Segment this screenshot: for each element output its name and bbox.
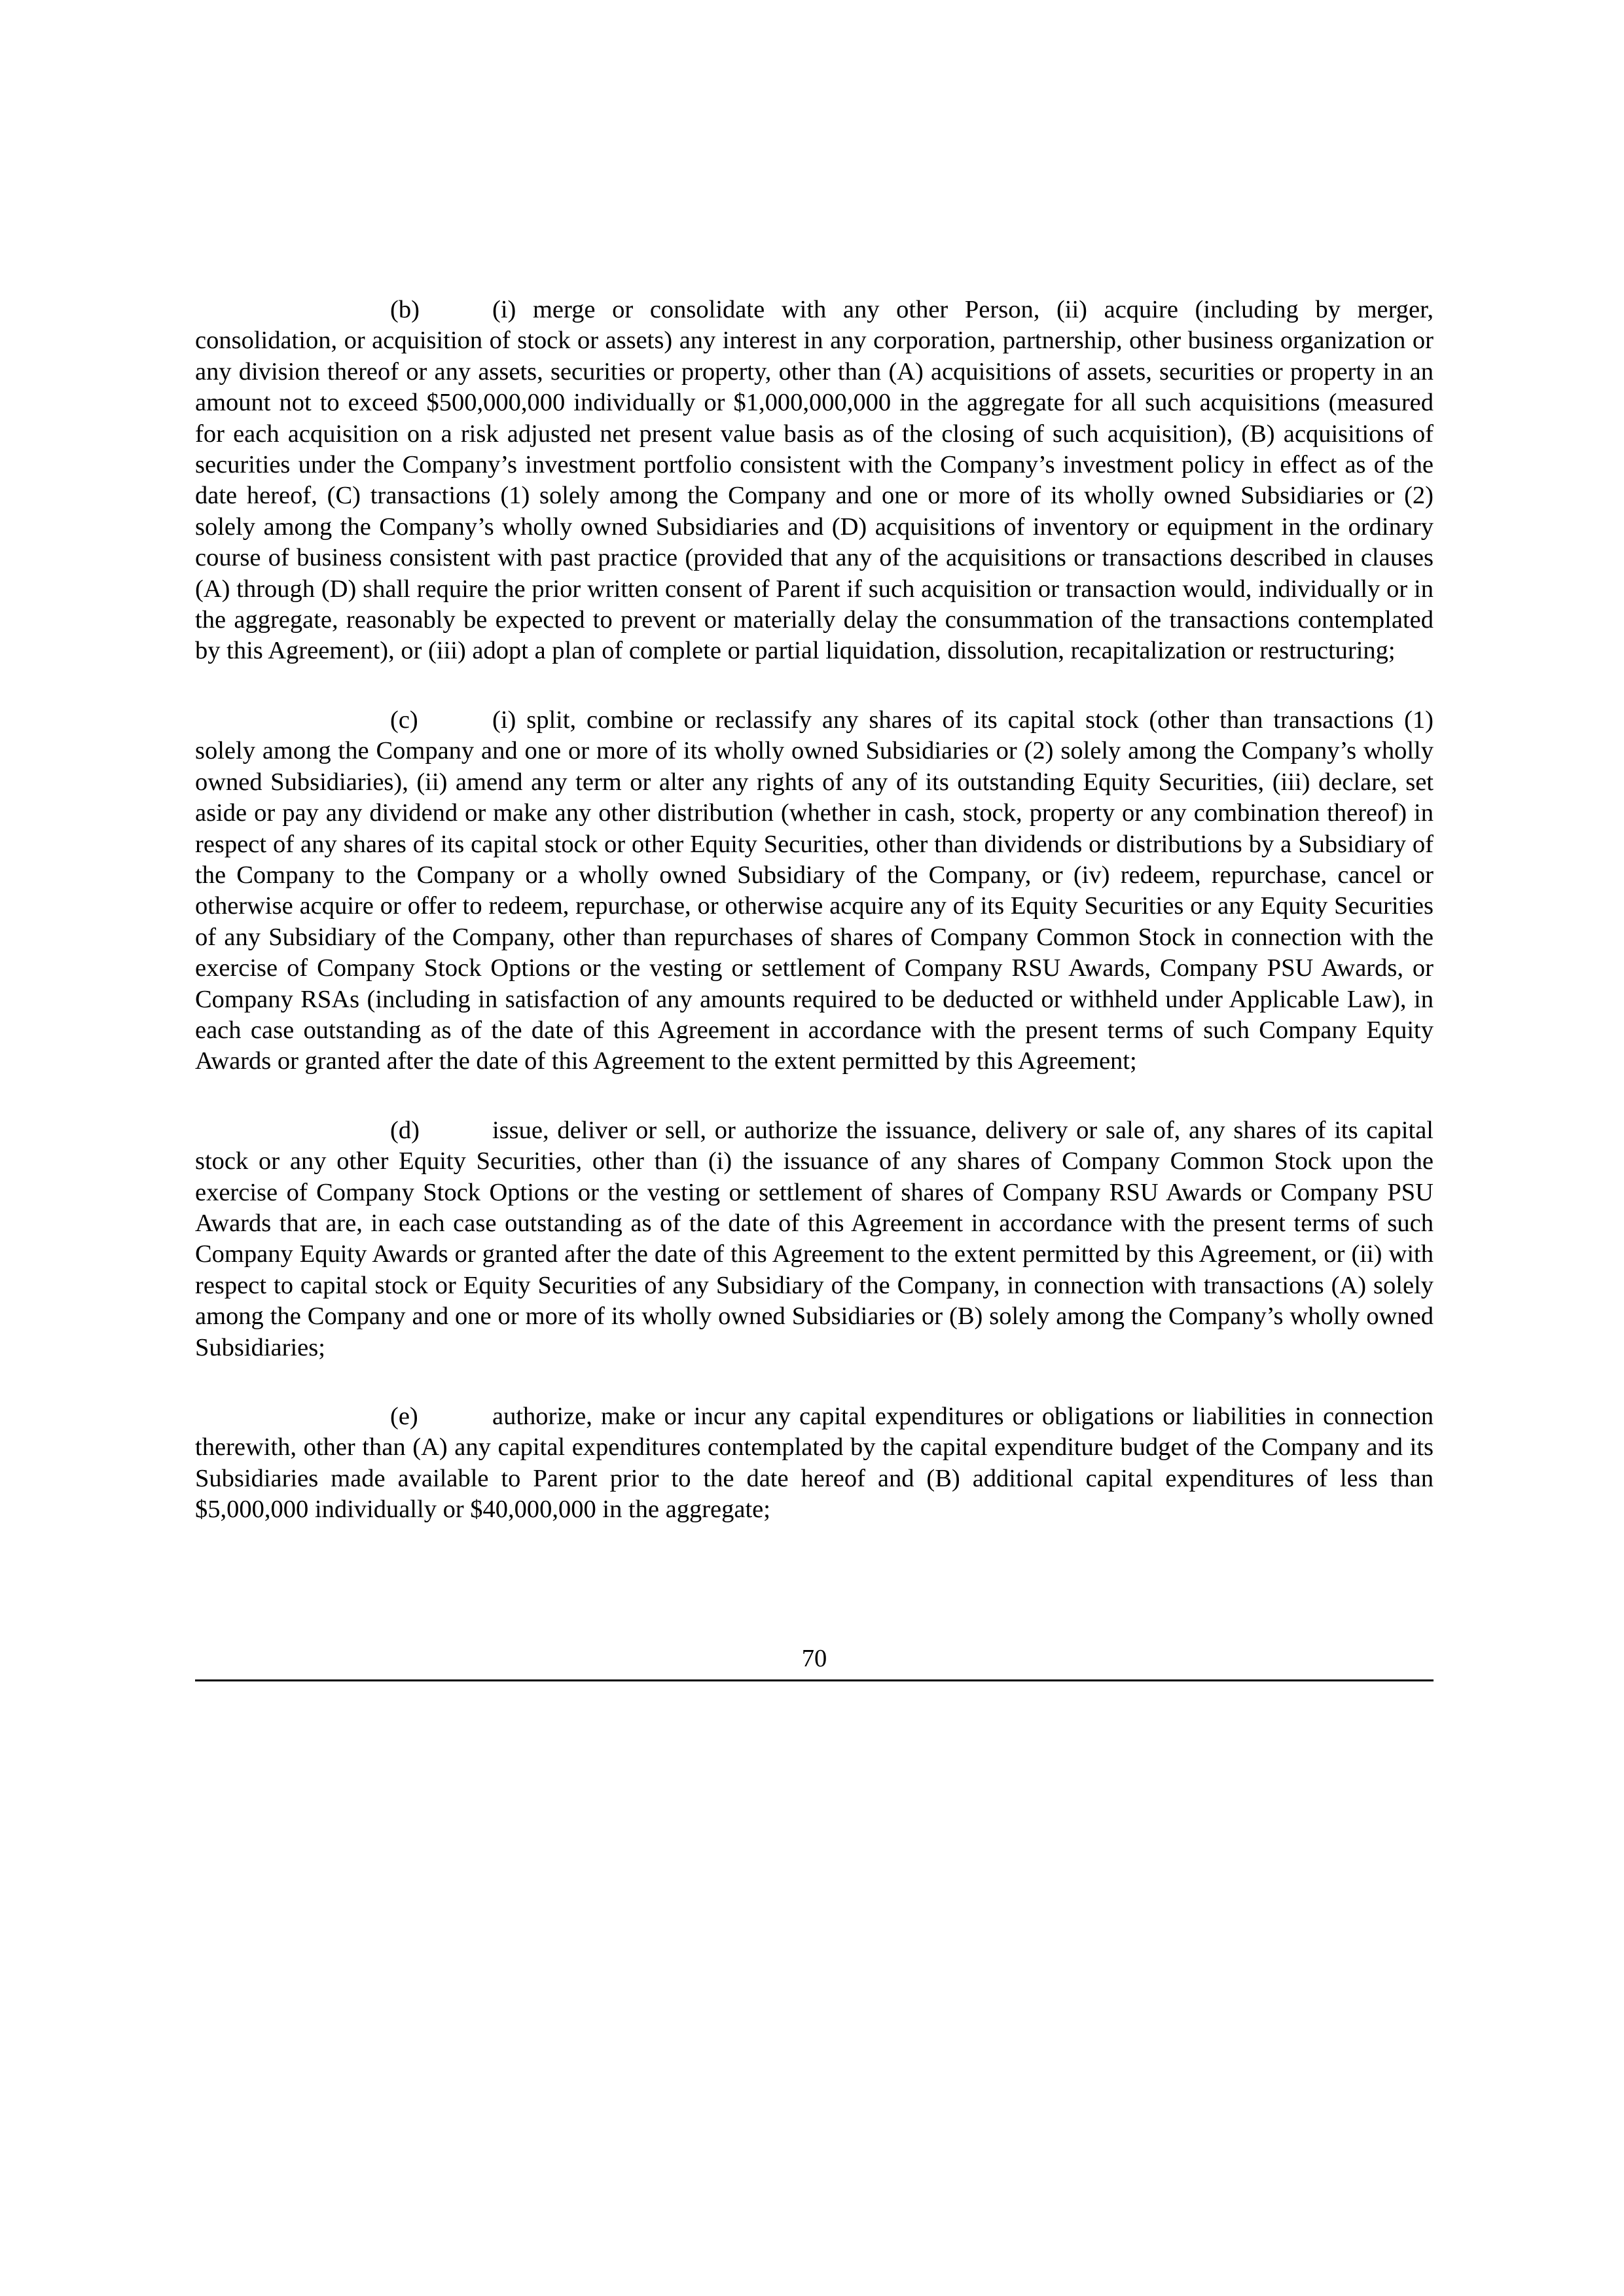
clause-label: (c) xyxy=(390,706,418,734)
clause-label: (d) xyxy=(390,1116,420,1144)
clause-d xyxy=(195,1115,1434,1363)
clause-text: issue, deliver or sell, or authorize the issuance, delivery or sale of, any shares of its capital stock or any other Equity Securities, other than (i) the issuance of any shares of Company Common Stock upon the exercise of Company Stock Options or the vesting or settlement of shares of Company RSU Awards or Company PSU Awards that are, in each case outstanding as of the date of this Agreement in accordance with the present terms of such Company Equity Awards or granted after the date of this Agreement to the extent permitted by this Agreement, or (ii) with respect to capital stock or Equity Securities of any Subsidiary of the Company, in connection with transactions (A) solely among the Company and one or more of its wholly owned Subsidiaries or (B) solely among the Company’s wholly owned Subsidiaries; xyxy=(195,1116,1434,1361)
clause-text: (i) merge or consolidate with any other Person, (ii) acquire (including by merger, consolidation, or acquisition of stock or assets) any interest in any corporation, partnership, other business organization or any division thereof or any assets, securities or property, other than (A) acquisitions of assets, securities or property in an amount not to exceed $500,000,000 individually or $1,000,000,000 in the aggregate for all such acquisitions (measured for each acquisition on a risk adjusted net present value basis as of the closing of such acquisition), (B) acquisitions of securities under the Company’s investment portfolio consistent with the Company’s investment policy in effect as of the date hereof, (C) transactions (1) solely among the Company and one or more of its wholly owned Subsidiaries or (2) solely among the Company’s wholly owned Subsidiaries and (D) acquisitions of inventory or equipment in the ordinary course of business consistent with past practice (provided that any of the acquisitions or transactions described in clauses (A) through (D) shall require the prior written consent of Parent if such acquisition or transaction would, individually or in the aggregate, reasonably be expected to prevent or materially delay the consummation of the transactions contemplated by this Agreement), or (iii) adopt a plan of complete or partial liquidation, dissolution, recapitalization or restructuring; xyxy=(195,296,1434,665)
clause-label: (b) xyxy=(390,296,420,323)
clause-b xyxy=(195,295,1434,667)
page-footer xyxy=(195,1644,1434,1681)
page-number: 70 xyxy=(801,1645,827,1672)
document-body xyxy=(195,295,1434,1564)
clause-text: (i) split, combine or reclassify any shares of its capital stock (other than transactions (1) solely among the Company and one or more of its wholly owned Subsidiaries or (2) solely among the Company’s wholly owned Subsidiaries), (ii) amend any term or alter any rights of any of its outstanding Equity Securities, (iii) declare, set aside or pay any dividend or make any other distribution (whether in cash, stock, property or any combination thereof) in respect of any shares of its capital stock or other Equity Securities, other than dividends or distributions by a Subsidiary of the Company to the Company or a wholly owned Subsidiary of the Company, or (iv) redeem, repurchase, cancel or otherwise acquire or offer to redeem, repurchase, or otherwise acquire any of its Equity Securities or any Equity Securities of any Subsidiary of the Company, other than repurchases of shares of Company Common Stock in connection with the exercise of Company Stock Options or the vesting or settlement of Company RSU Awards, Company PSU Awards, or Company RSAs (including in satisfaction of any amounts required to be deducted or withheld under Applicable Law), in each case outstanding as of the date of this Agreement in accordance with the present terms of such Company Equity Awards or granted after the date of this Agreement to the extent permitted by this Agreement; xyxy=(195,706,1434,1075)
clause-text: authorize, make or incur any capital expenditures or obligations or liabilities in connection therewith, other than (A) any capital expenditures contemplated by the capital expenditure budget of the Company and its Subsidiaries made available to Parent prior to the date hereof and (B) additional capital expenditures of less than $5,000,000 individually or $40,000,000 in the aggregate; xyxy=(195,1403,1434,1524)
clause-c xyxy=(195,705,1434,1077)
clause-e xyxy=(195,1401,1434,1526)
footer-divider xyxy=(195,1679,1434,1681)
clause-label: (e) xyxy=(390,1403,418,1430)
